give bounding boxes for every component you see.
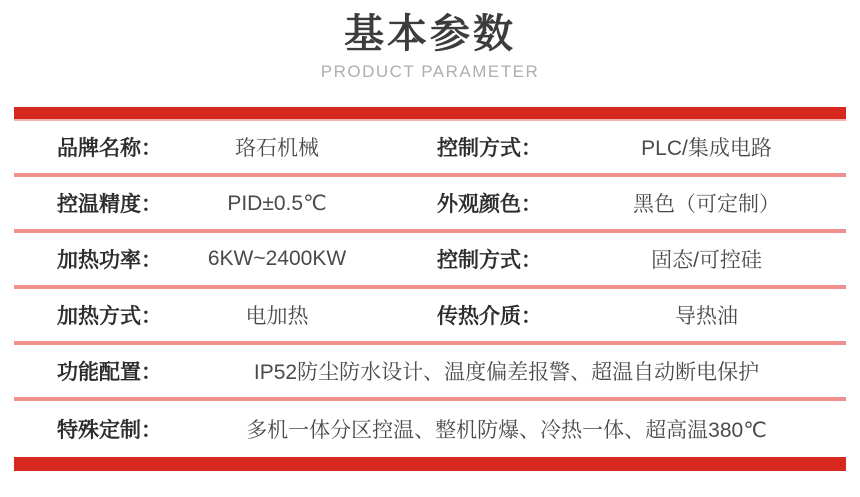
- spec-label: 传热介质：: [437, 305, 542, 328]
- header: [0, 0, 860, 82]
- spec-label: 加热方式：: [57, 305, 162, 328]
- page-subtitle: PRODUCT PARAMETER: [320, 62, 540, 81]
- spec-value: 珞石机械: [235, 137, 319, 160]
- spec-label: 外观颜色：: [437, 193, 542, 216]
- spec-value: PLC/集成电路: [641, 137, 772, 160]
- bottom-accent-bar: [14, 457, 846, 471]
- spec-value: 电加热: [245, 305, 309, 328]
- spec-label: 控温精度：: [57, 193, 162, 216]
- spec-value: 6KW~2400KW: [207, 247, 347, 270]
- top-accent-bar: [14, 107, 846, 121]
- spec-label: 功能配置：: [57, 361, 162, 384]
- spec-row-power: [14, 233, 846, 289]
- spec-value: IP52防尘防水设计、温度偏差报警、超温自动断电保护: [253, 361, 760, 384]
- page-title: 基本参数: [344, 12, 516, 56]
- spec-row-features: [14, 345, 846, 401]
- spec-value: PID±0.5℃: [227, 191, 327, 215]
- spec-value: 导热油: [675, 305, 738, 328]
- spec-label: 特殊定制：: [57, 419, 162, 442]
- spec-label: 控制方式：: [437, 137, 542, 160]
- spec-row-custom: [14, 401, 846, 457]
- spec-table: [14, 107, 846, 471]
- spec-row-heating: [14, 289, 846, 345]
- spec-label: 控制方式：: [437, 249, 542, 272]
- spec-label: 加热功率：: [57, 249, 162, 272]
- spec-value: 多机一体分区控温、整机防爆、冷热一体、超高温380℃: [246, 419, 767, 442]
- spec-value: 固态/可控硅: [651, 249, 762, 272]
- spec-row-brand: [14, 121, 846, 177]
- spec-value: 黑色（可定制）: [633, 193, 780, 216]
- spec-label: 品牌名称：: [57, 137, 162, 160]
- spec-row-precision: [14, 177, 846, 233]
